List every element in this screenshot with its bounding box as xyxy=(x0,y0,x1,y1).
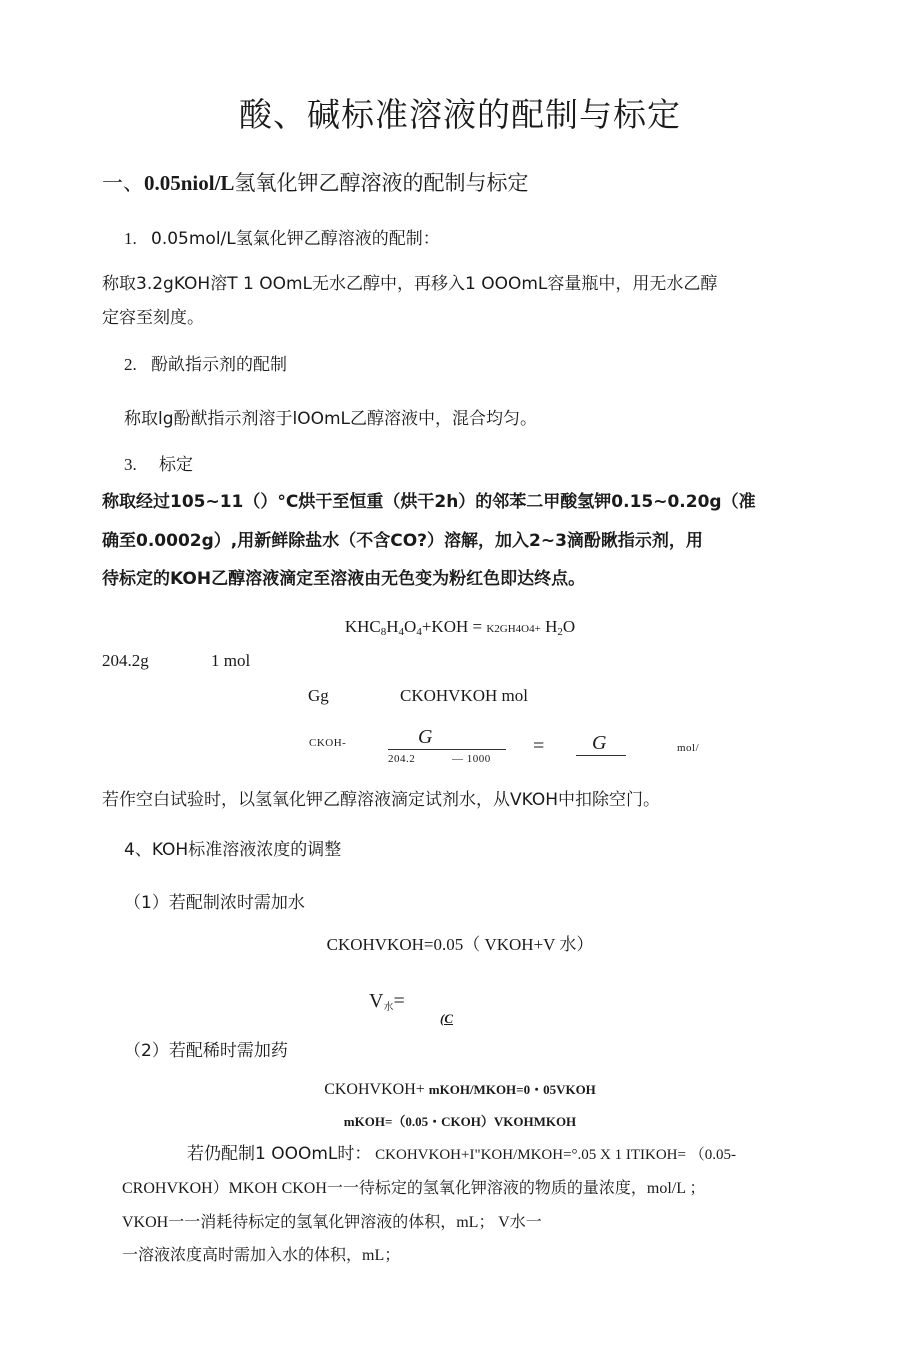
step3-heading xyxy=(124,455,193,475)
blank-test-note: 若作空白试验时，以氢氧化钾乙醇溶液滴定试剂水，从VKOH中扣除空门。 xyxy=(102,790,661,810)
eq-part-small: K2GH4O4+ xyxy=(486,623,541,635)
formula-unit: mol/ xyxy=(677,742,700,754)
g-left: Gg xyxy=(308,686,329,705)
step2-label: 2. xyxy=(124,355,137,374)
section-heading-rest: 氢氧化钾乙醇溶液的配制与标定 xyxy=(234,171,529,195)
eq-subscript: 4 xyxy=(398,626,405,638)
final-line-3: VKOH一一消耗待标定的氢氧化钾溶液的体积，mL； V水一 xyxy=(122,1214,542,1231)
step1-label: 1. xyxy=(124,229,137,248)
step3-label: 3. xyxy=(124,455,137,474)
step1-paragraph-line2: 定容至刻度。 xyxy=(102,308,204,328)
step1-heading xyxy=(124,229,440,249)
case2-label: （2）若配稀时需加药 xyxy=(124,1041,288,1061)
section-heading xyxy=(102,171,528,196)
fraction-bar-1 xyxy=(388,749,506,750)
eq-subscript: 2 xyxy=(557,626,563,638)
final-line-2: CROHVKOH）MKOH CKOH一一待标定的氢氧化钾溶液的物质的量浓度，mol/L ； xyxy=(122,1180,706,1197)
final-line-1-intro: 若仍配制1 OOOmL时： xyxy=(187,1144,372,1164)
step3-paragraph-line1: 称取经过105~11（）°C烘干至恒重（烘干2h）的邻苯二甲酸氢钾0.15~0.20g（准 xyxy=(102,492,756,512)
section-heading-bold: 0.05niol/L xyxy=(144,171,235,195)
formula-numerator-2: G xyxy=(592,732,607,754)
step2-text: 酚畝指示剂的配制 xyxy=(151,355,287,375)
page-title: 酸、碱标准溶液的配制与标定 xyxy=(239,95,681,134)
eq-part: O xyxy=(404,617,417,636)
v-water-subscript: 水 xyxy=(383,1002,394,1013)
eq-part: +KOH = xyxy=(421,617,487,636)
step2-paragraph: 称取lg酚猷指示剂溶于lOOmL乙醇溶液中，混合均匀。 xyxy=(124,409,538,429)
mass-right: 1 mol xyxy=(211,651,251,670)
case2-equation-2: mKOH=（0.05・CKOH）VKOHMKOH xyxy=(343,1114,577,1129)
eq-part: H xyxy=(540,617,558,636)
step3-paragraph-line2: 确至0.0002g）,用新鲜除盐水（不含CO?）溶解，加入2~3滴酚瞅指示剂，用 xyxy=(102,531,703,551)
step4-heading: 4、KOH标准溶液浓度的调整 xyxy=(124,840,342,860)
case2-eq1-part: CKOHVKOH+ xyxy=(324,1081,429,1098)
v-water-fraction-fragment: (C xyxy=(440,1011,453,1026)
final-line-4: 一溶液浓度高时需加入水的体积，mL； xyxy=(122,1247,401,1264)
final-line-1 xyxy=(187,1144,736,1164)
step2-heading xyxy=(124,355,287,375)
eq-part: O xyxy=(562,617,576,636)
formula-numerator-1: G xyxy=(418,726,433,748)
eq-part: H xyxy=(386,617,399,636)
eq-subscript: 4 xyxy=(416,626,422,638)
step3-text: 标定 xyxy=(159,455,193,475)
step1-text: 0.05mol/L氢氣化钾乙醇溶液的配制： xyxy=(151,229,440,249)
final-line-1-formula: CKOHVKOH+I"KOH/MKOH=°.05 X 1 ITIKOH= （0.05- xyxy=(371,1147,736,1163)
formula-equals: = xyxy=(533,735,545,757)
mass-left: 204.2g xyxy=(102,651,149,670)
case2-equation-1 xyxy=(0,1080,920,1099)
case1-equation: CKOHVKOH=0.05（ VKOH+V 水） xyxy=(326,935,594,954)
g-right: CKOHVKOH mol xyxy=(400,686,528,705)
formula-denominator-1b: — 1000 xyxy=(452,753,491,765)
fraction-bar-2 xyxy=(576,755,626,756)
v-water-equals: = xyxy=(393,990,405,1012)
reaction-equation xyxy=(0,617,920,639)
eq-subscript: 8 xyxy=(380,626,387,638)
case2-eq1-part-bold: mKOH/MKOH=0・05VKOH xyxy=(428,1082,596,1097)
case1-label: （1）若配制浓时需加水 xyxy=(124,893,305,913)
formula-denominator-1a: 204.2 xyxy=(388,753,416,765)
formula-lhs: CKOH- xyxy=(309,737,347,749)
v-water-expression xyxy=(369,989,405,1014)
step3-paragraph-line3: 待标定的KOH乙醇溶液滴定至溶液由无色变为粉红色即达终点。 xyxy=(102,569,586,589)
section-prefix: 一、 xyxy=(102,171,144,195)
v-water-symbol: V xyxy=(369,990,384,1012)
eq-part: KHC xyxy=(344,617,381,636)
step1-paragraph-line1: 称取3.2gKOH溶T 1 OOmL无水乙醇中，再移入1 OOOmL容量瓶中，用无水乙醇 xyxy=(102,274,718,294)
